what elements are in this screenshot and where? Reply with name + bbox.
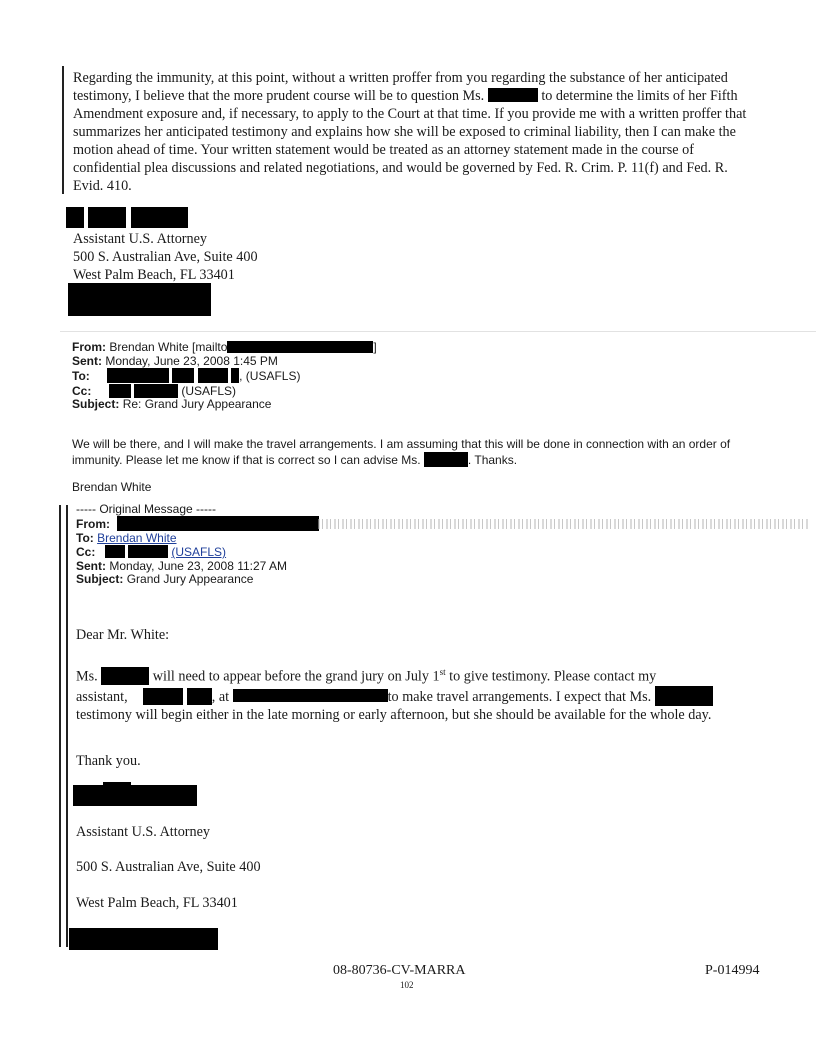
redaction-original-cc-1 bbox=[105, 545, 125, 558]
email1-sent-row bbox=[72, 355, 772, 369]
letter-text-d: testimony will begin either in the late morning or early afternoon, but she should be available for the whole day. bbox=[76, 706, 712, 723]
email1-cc-row bbox=[72, 384, 772, 399]
email1-subject-row bbox=[72, 398, 772, 412]
redaction-signature-contact bbox=[68, 283, 211, 316]
email1-body-part2: . Thanks. bbox=[467, 453, 518, 467]
redaction-ms-name bbox=[424, 452, 468, 467]
letter-ms: Ms. bbox=[76, 668, 98, 685]
redaction-letter-signature-top bbox=[103, 782, 131, 786]
letter-at: , at bbox=[211, 688, 230, 705]
letter-text-c: to make travel arrangements. I expect that Ms. bbox=[387, 688, 652, 705]
signature1-address2: West Palm Beach, FL 33401 bbox=[73, 267, 235, 283]
quote-bar-inner bbox=[66, 505, 68, 947]
email1-sent-value: Monday, June 23, 2008 1:45 PM bbox=[105, 353, 278, 368]
original-cc-link[interactable]: (USAFLS) bbox=[171, 545, 227, 559]
redaction-assistant-1 bbox=[143, 688, 183, 705]
email1-from-value: Brendan White [mailto bbox=[109, 340, 228, 354]
email1-cc-label: Cc: bbox=[72, 383, 92, 398]
letter-address1: 500 S. Australian Ave, Suite 400 bbox=[76, 859, 261, 875]
redaction-to-1 bbox=[107, 368, 169, 383]
letter-assistant: assistant, bbox=[76, 688, 128, 705]
letter-text-b: to give testimony. Please contact my bbox=[445, 668, 657, 685]
quote-bar-top bbox=[62, 66, 64, 194]
email1-to-value: , (USAFLS) bbox=[239, 369, 301, 383]
original-subject-value: Grand Jury Appearance bbox=[126, 572, 254, 586]
letter-thanks: Thank you. bbox=[76, 753, 141, 769]
redaction-letter-name-1 bbox=[101, 667, 149, 685]
email1-subject-label: Subject: bbox=[72, 397, 120, 411]
top-paragraph-part2: to determine the limits of her Fifth Amendment exposure and, if necessary, to apply to the Court at that time. If you provide me with a written proffer that summarizes her anticipated testimony and explains how she will be exposed to criminal liability, then I can make the motion ahead of time. Your written statement would be treated as an attorney statement made in the course of confidential plea discussions and related negotiations, and would be governed by Fed. R. Crim. P. 11(f) and Fed. R. Evid. 410. bbox=[73, 88, 747, 194]
signature1-title: Assistant U.S. Attorney bbox=[73, 231, 207, 247]
email1-cc-value: (USAFLS) bbox=[181, 383, 237, 398]
signature1-address1: 500 S. Australian Ave, Suite 400 bbox=[73, 249, 258, 265]
original-cc-row bbox=[76, 545, 776, 560]
original-subject-row bbox=[76, 573, 776, 587]
email1-signoff: Brendan White bbox=[72, 480, 152, 494]
original-cc-label: Cc: bbox=[76, 545, 96, 559]
letter-sup: st bbox=[439, 667, 446, 677]
redaction-original-cc-2 bbox=[128, 545, 168, 558]
redaction-letter-signature bbox=[73, 785, 197, 806]
email1-from-row bbox=[72, 341, 772, 355]
email1-from-label: From: bbox=[72, 340, 106, 354]
redaction-phone bbox=[233, 689, 388, 702]
email1-sent-label: Sent: bbox=[72, 353, 102, 368]
original-sent-row bbox=[76, 560, 776, 574]
footer-case-number: 08-80736-CV-MARRA bbox=[333, 963, 466, 978]
email1-from-tail: ] bbox=[373, 340, 377, 354]
redaction-letter-name-2 bbox=[655, 686, 713, 706]
redaction-signature-name-3 bbox=[131, 207, 188, 228]
redaction-to-2 bbox=[172, 368, 194, 383]
footer-page-number: 102 bbox=[400, 980, 414, 990]
redaction-to-3 bbox=[198, 368, 228, 383]
redaction-original-from bbox=[117, 516, 319, 531]
letter-text-a: will need to appear before the grand jury on July 1 bbox=[152, 668, 440, 685]
original-divider: ----- Original Message ----- bbox=[76, 502, 217, 516]
original-subject-label: Subject: bbox=[76, 572, 124, 586]
email1-body-part1: We will be there, and I will make the travel arrangements. I am assuming that this will be done in connection with an order of immunity. Please let me know if that is correct so I can advise Ms. bbox=[72, 437, 731, 467]
original-to-label: To: bbox=[76, 530, 94, 545]
original-sent-label: Sent: bbox=[76, 558, 106, 573]
email1-to-row bbox=[72, 368, 772, 384]
email1-body bbox=[72, 436, 742, 468]
letter-title: Assistant U.S. Attorney bbox=[76, 824, 210, 840]
email1-to-label: To: bbox=[72, 369, 90, 383]
redaction-assistant-2 bbox=[187, 688, 212, 705]
original-to-row bbox=[76, 532, 776, 546]
scan-noise-strip bbox=[318, 519, 808, 529]
redaction-to-4 bbox=[231, 368, 239, 383]
footer-bates-number: P-014994 bbox=[705, 963, 760, 978]
separator-line bbox=[60, 331, 816, 332]
email1-subject-value: Re: Grand Jury Appearance bbox=[122, 397, 272, 411]
redaction-signature-name-1 bbox=[66, 207, 84, 228]
original-to-link[interactable]: Brendan White bbox=[97, 530, 177, 545]
redaction-signature-name-2 bbox=[88, 207, 126, 228]
letter-address2: West Palm Beach, FL 33401 bbox=[76, 895, 238, 911]
redaction-email-address bbox=[227, 341, 373, 353]
original-from-label: From: bbox=[76, 517, 110, 531]
letter-paragraph bbox=[76, 663, 746, 724]
top-paragraph-part1: Regarding the immunity, at this point, without a written proffer from you regarding the substance of her anticipated testimony, I believe that the more prudent course will be to question Ms. bbox=[73, 70, 728, 104]
redaction-cc-1 bbox=[109, 384, 131, 398]
redaction-letter-contact bbox=[69, 928, 218, 950]
redaction-name bbox=[488, 88, 538, 102]
top-paragraph bbox=[73, 69, 753, 195]
email1-header bbox=[72, 341, 772, 412]
quote-bar-outer bbox=[59, 505, 61, 947]
letter-salutation: Dear Mr. White: bbox=[76, 627, 170, 643]
redaction-cc-2 bbox=[134, 384, 178, 398]
original-sent-value: Monday, June 23, 2008 11:27 AM bbox=[109, 558, 288, 573]
